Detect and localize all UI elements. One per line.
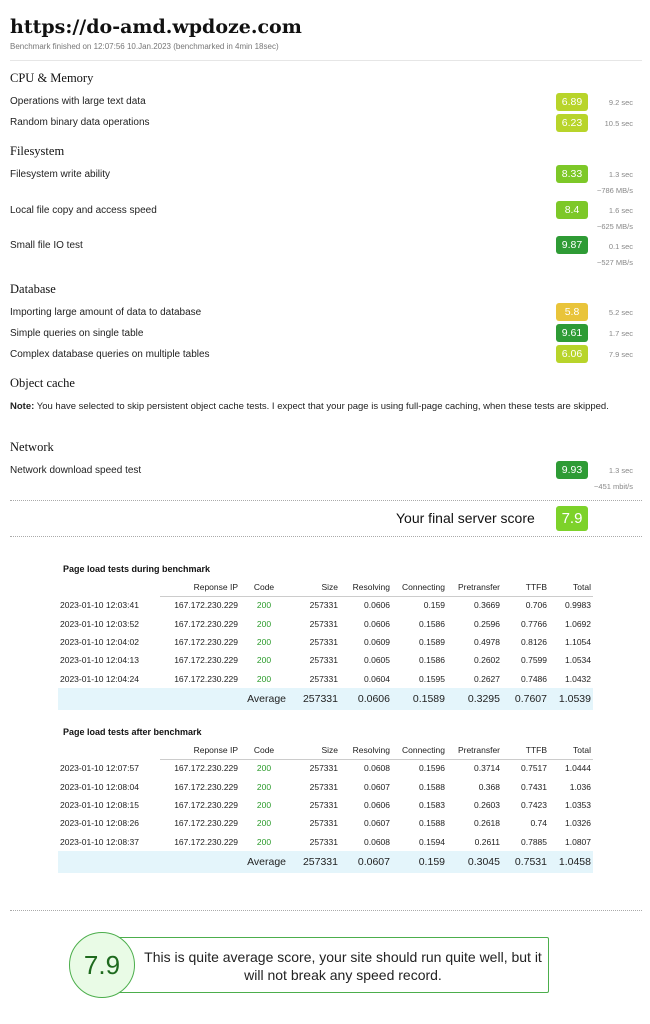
cell-code: 200 — [256, 836, 272, 847]
col-header-connecting: Connecting — [392, 742, 447, 759]
cell-pretransfer: 0.2596 — [474, 618, 500, 629]
table-header — [58, 579, 593, 596]
table-title-during: Page load tests during benchmark — [63, 564, 211, 574]
test-time: 9.2 sec — [608, 98, 633, 107]
table-row — [58, 777, 593, 795]
cell-ip: 167.172.230.229 — [174, 781, 238, 792]
average-resolving: 0.0606 — [340, 688, 392, 710]
average-empty — [58, 688, 160, 710]
cell-ttfb: 0.8126 — [521, 636, 547, 647]
test-label: Local file copy and access speed — [10, 205, 157, 216]
cell-size: 257331 — [309, 673, 338, 684]
score-badge: 9.61 — [556, 324, 588, 342]
cell-code: 200 — [256, 600, 272, 611]
table-row — [58, 833, 593, 851]
table-header — [58, 742, 593, 759]
cell-code: 200 — [256, 781, 272, 792]
divider — [10, 60, 642, 61]
col-header-total: Total — [549, 742, 593, 759]
col-header-time — [58, 579, 160, 596]
cell-size: 257331 — [309, 836, 338, 847]
cell-total: 1.1054 — [565, 636, 591, 647]
final-score-badge: 7.9 — [556, 506, 588, 531]
cell-connecting: 0.1586 — [419, 655, 445, 666]
average-total: 1.0539 — [549, 688, 593, 710]
cell-size: 257331 — [309, 763, 338, 774]
cell-pretransfer: 0.3669 — [474, 600, 500, 611]
col-header-code: Code — [240, 579, 288, 596]
col-header-ttfb: TTFB — [502, 579, 549, 596]
cell-pretransfer: 0.4978 — [474, 636, 500, 647]
test-rate: ~625 MB/s — [596, 222, 633, 231]
cell-total: 1.0807 — [565, 836, 591, 847]
cell-total: 1.0534 — [565, 655, 591, 666]
test-label: Filesystem write ability — [10, 169, 111, 180]
cell-pretransfer: 0.2627 — [474, 673, 500, 684]
cell-ip: 167.172.230.229 — [174, 655, 238, 666]
cell-resolving: 0.0607 — [364, 781, 390, 792]
cell-total: 1.0326 — [565, 818, 591, 829]
table-row — [58, 759, 593, 777]
col-header-pretransfer: Pretransfer — [447, 742, 502, 759]
test-label: Small file IO test — [10, 240, 83, 251]
table-row — [58, 796, 593, 814]
table-row — [58, 651, 593, 669]
cell-connecting: 0.1588 — [419, 818, 445, 829]
cell-code: 200 — [256, 763, 272, 774]
cell-pretransfer: 0.2602 — [474, 655, 500, 666]
cell-pretransfer: 0.368 — [478, 781, 500, 792]
cell-resolving: 0.0609 — [364, 636, 390, 647]
cell-total: 1.0692 — [565, 618, 591, 629]
cell-ttfb: 0.7517 — [521, 763, 547, 774]
cell-total: 1.0432 — [565, 673, 591, 684]
divider — [10, 500, 642, 501]
test-time: 10.5 sec — [604, 119, 633, 128]
cell-resolving: 0.0606 — [364, 799, 390, 810]
cell-total: 1.0353 — [565, 799, 591, 810]
col-header-resolving: Resolving — [340, 742, 392, 759]
score-badge: 5.8 — [556, 303, 588, 321]
test-label: Operations with large text data — [10, 96, 146, 107]
test-time: 5.2 sec — [608, 308, 633, 317]
cell-ttfb: 0.7766 — [521, 618, 547, 629]
cell-code: 200 — [256, 636, 272, 647]
benchmark-subtitle: Benchmark finished on 12:07:56 10.Jan.2023 (benchmarked in 4min 18sec) — [10, 42, 279, 51]
cell-resolving: 0.0606 — [364, 618, 390, 629]
cell-time: 2023-01-10 12:08:04 — [60, 781, 139, 792]
cell-size: 257331 — [309, 818, 338, 829]
average-pretransfer: 0.3295 — [447, 688, 502, 710]
test-time: 1.7 sec — [608, 329, 633, 338]
cell-ip: 167.172.230.229 — [174, 836, 238, 847]
col-header-pretransfer: Pretransfer — [447, 579, 502, 596]
cell-ip: 167.172.230.229 — [174, 618, 238, 629]
score-badge: 6.89 — [556, 93, 588, 111]
table-row — [58, 596, 593, 614]
cell-ip: 167.172.230.229 — [174, 636, 238, 647]
cell-total: 1.0444 — [565, 763, 591, 774]
test-time: 0.1 sec — [608, 242, 633, 251]
cell-size: 257331 — [309, 636, 338, 647]
test-rate: ~786 MB/s — [596, 186, 633, 195]
cell-size: 257331 — [309, 781, 338, 792]
cell-ttfb: 0.7599 — [521, 655, 547, 666]
cell-connecting: 0.1588 — [419, 781, 445, 792]
cell-connecting: 0.1595 — [419, 673, 445, 684]
average-empty — [58, 851, 160, 873]
score-badge: 6.23 — [556, 114, 588, 132]
cell-time: 2023-01-10 12:07:57 — [60, 763, 139, 774]
cell-size: 257331 — [309, 799, 338, 810]
cell-time: 2023-01-10 12:03:52 — [60, 618, 139, 629]
cell-pretransfer: 0.3714 — [474, 763, 500, 774]
cell-connecting: 0.1594 — [419, 836, 445, 847]
cell-ip: 167.172.230.229 — [174, 763, 238, 774]
note-text: You have selected to skip persistent object cache tests. I expect that your page is using full-page caching, when these tests are skipped. — [34, 401, 609, 412]
average-connecting: 0.159 — [392, 851, 447, 873]
test-time: 1.3 sec — [608, 170, 633, 179]
score-badge: 9.87 — [556, 236, 588, 254]
average-empty — [160, 851, 240, 873]
average-size: 257331 — [288, 688, 340, 710]
average-total: 1.0458 — [549, 851, 593, 873]
test-label: Importing large amount of data to database — [10, 307, 202, 318]
cell-resolving: 0.0604 — [364, 673, 390, 684]
cell-time: 2023-01-10 12:08:26 — [60, 818, 139, 829]
average-connecting: 0.1589 — [392, 688, 447, 710]
col-header-size: Size — [288, 742, 340, 759]
cell-ttfb: 0.7431 — [521, 781, 547, 792]
object-cache-note — [10, 399, 635, 414]
cell-code: 200 — [256, 673, 272, 684]
divider — [10, 536, 642, 537]
cell-resolving: 0.0608 — [364, 836, 390, 847]
col-header-connecting: Connecting — [392, 579, 447, 596]
cell-pretransfer: 0.2611 — [474, 836, 500, 847]
section-title-network: Network — [10, 440, 54, 454]
section-title-object-cache: Object cache — [10, 376, 75, 390]
cell-code: 200 — [256, 618, 272, 629]
cell-resolving: 0.0608 — [364, 763, 390, 774]
test-time: 1.6 sec — [608, 206, 633, 215]
score-badge: 9.93 — [556, 461, 588, 479]
average-ttfb: 0.7607 — [502, 688, 549, 710]
cell-ttfb: 0.7885 — [521, 836, 547, 847]
cell-size: 257331 — [309, 618, 338, 629]
average-resolving: 0.0607 — [340, 851, 392, 873]
average-size: 257331 — [288, 851, 340, 873]
col-header-ttfb: TTFB — [502, 742, 549, 759]
test-label: Network download speed test — [10, 465, 142, 476]
average-label: Average — [240, 851, 288, 873]
cell-resolving: 0.0605 — [364, 655, 390, 666]
cell-code: 200 — [256, 818, 272, 829]
cell-pretransfer: 0.2618 — [474, 818, 500, 829]
table-row — [58, 670, 593, 688]
table-row — [58, 814, 593, 832]
cell-ttfb: 0.7423 — [521, 799, 547, 810]
final-score-label: Your final server score — [396, 510, 535, 526]
cell-connecting: 0.1589 — [419, 636, 445, 647]
col-header-ip: Reponse IP — [160, 579, 240, 596]
col-header-resolving: Resolving — [340, 579, 392, 596]
cell-size: 257331 — [309, 600, 338, 611]
average-ttfb: 0.7531 — [502, 851, 549, 873]
score-badge: 8.33 — [556, 165, 588, 183]
test-time: 1.3 sec — [608, 466, 633, 475]
cell-ip: 167.172.230.229 — [174, 799, 238, 810]
page-load-table-after — [58, 742, 593, 873]
cell-ttfb: 0.7486 — [521, 673, 547, 684]
cell-ttfb: 0.74 — [530, 818, 547, 829]
result-score-circle: 7.9 — [69, 932, 135, 998]
divider — [10, 910, 642, 911]
cell-code: 200 — [256, 799, 272, 810]
site-title: https://do-amd.wpdoze.com — [10, 16, 302, 38]
cell-ip: 167.172.230.229 — [174, 673, 238, 684]
test-label: Complex database queries on multiple tables — [10, 349, 210, 360]
cell-code: 200 — [256, 655, 272, 666]
test-rate: ~451 mbit/s — [594, 482, 633, 491]
cell-time: 2023-01-10 12:04:02 — [60, 636, 139, 647]
cell-pretransfer: 0.2603 — [474, 799, 500, 810]
test-label: Random binary data operations — [10, 117, 150, 128]
test-time: 7.9 sec — [608, 350, 633, 359]
table-title-after: Page load tests after benchmark — [63, 727, 202, 737]
average-empty — [160, 688, 240, 710]
cell-size: 257331 — [309, 655, 338, 666]
score-badge: 8.4 — [556, 201, 588, 219]
col-header-ip: Reponse IP — [160, 742, 240, 759]
section-title-filesystem: Filesystem — [10, 144, 65, 158]
col-header-time — [58, 742, 160, 759]
cell-resolving: 0.0607 — [364, 818, 390, 829]
cell-resolving: 0.0606 — [364, 600, 390, 611]
average-pretransfer: 0.3045 — [447, 851, 502, 873]
col-header-total: Total — [549, 579, 593, 596]
cell-ttfb: 0.706 — [525, 600, 547, 611]
test-rate: ~527 MB/s — [596, 258, 633, 267]
col-header-size: Size — [288, 579, 340, 596]
cell-time: 2023-01-10 12:04:24 — [60, 673, 139, 684]
score-badge: 6.06 — [556, 345, 588, 363]
table-row — [58, 633, 593, 651]
test-label: Simple queries on single table — [10, 328, 144, 339]
cell-ip: 167.172.230.229 — [174, 600, 238, 611]
note-label: Note: — [10, 401, 35, 412]
cell-connecting: 0.1596 — [419, 763, 445, 774]
cell-time: 2023-01-10 12:08:15 — [60, 799, 139, 810]
average-row — [58, 851, 593, 873]
average-label: Average — [240, 688, 288, 710]
cell-time: 2023-01-10 12:03:41 — [60, 600, 139, 611]
cell-time: 2023-01-10 12:04:13 — [60, 655, 139, 666]
cell-connecting: 0.159 — [423, 600, 445, 611]
cell-connecting: 0.1586 — [419, 618, 445, 629]
section-title-database: Database — [10, 282, 56, 296]
cell-connecting: 0.1583 — [419, 799, 445, 810]
cell-time: 2023-01-10 12:08:37 — [60, 836, 139, 847]
cell-ip: 167.172.230.229 — [174, 818, 238, 829]
table-row — [58, 614, 593, 632]
page-load-table-during — [58, 579, 593, 710]
col-header-code: Code — [240, 742, 288, 759]
average-row — [58, 688, 593, 710]
section-title-cpu: CPU & Memory — [10, 71, 94, 85]
result-message: This is quite average score, your site should run quite well, but it will not break any speed record. — [144, 949, 542, 983]
cell-total: 1.036 — [569, 781, 591, 792]
result-box — [112, 937, 549, 993]
cell-total: 0.9983 — [565, 600, 591, 611]
